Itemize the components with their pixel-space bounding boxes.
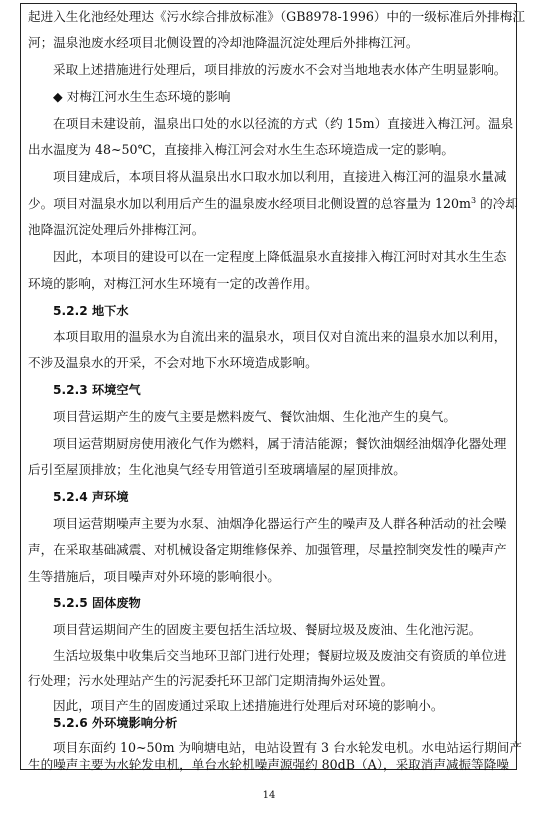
section-heading: 5.2.4 声环境 — [53, 490, 129, 504]
text-line: 不涉及温泉水的开采，不会对地下水环境造成影响。 — [28, 355, 318, 370]
text-line: 采取上述措施进行处理后，项目排放的污废水不会对当地地表水体产生明显影响。 — [53, 62, 507, 77]
text-line: 行处理；污水处理站产生的污泥委托环卫部门定期清掏外运处置。 — [28, 672, 394, 688]
text-line: 项目运营期噪声主要为水泵、油烟净化器运行产生的噪声及人群各种活动的社会噪 — [53, 516, 507, 531]
section-heading: 5.2.2 地下水 — [53, 304, 129, 318]
text-line: 后引至屋顶排放；生化池臭气经专用管道引至玻璃墙屋的屋顶排放。 — [28, 462, 406, 477]
text-line: 生活垃圾集中收集后交当地环卫部门进行处理；餐厨垃圾及废油交有资质的单位进 — [53, 647, 507, 663]
text-line: 声，在采取基础减震、对机械设备定期维修保养、加强管理，尽量控制突发性的噪声产 — [28, 542, 507, 557]
text-line: 因此，本项目的建设可以在一定程度上降低温泉水直接排入梅江河时对其水生生态 — [53, 249, 507, 264]
text-line: 项目营运期产生的废气主要是燃料废气、餐饮油烟、生化池产生的臭气。 — [53, 409, 456, 424]
section-heading: 5.2.3 环境空气 — [53, 383, 141, 397]
text-line: 项目建成后，本项目将从温泉出水口取水加以利用，直接进入梅江河的温泉水量减 — [53, 169, 507, 184]
section-heading: 5.2.6 外环境影响分析 — [53, 716, 178, 730]
text-line: 生等措施后，项目噪声对外环境的影响很小。 — [28, 569, 280, 584]
text-line: 出水温度为 48~50℃，直接排入梅江河会对水生生态环境造成一定的影响。 — [28, 142, 454, 157]
text-line: 生的噪声主要为水轮发电机，单台水轮机噪声源强约 80dB（A），采取消声减振等降噪 — [28, 757, 509, 772]
text-line: 池降温沉淀处理后外排梅江河。 — [28, 222, 205, 237]
text-line: 河；温泉池废水经项目北侧设置的冷却池降温沉淀处理后外排梅江河。 — [28, 35, 419, 50]
text-line: 因此，项目产生的固废通过采取上述措施进行处理后对环境的影响小。 — [53, 698, 444, 714]
section-heading: 5.2.5 固体废物 — [53, 596, 141, 610]
text-line: 少。项目对温泉水加以利用后产生的温泉废水经项目北侧设置的总容量为 $120m^3$ 的冷却 — [28, 196, 518, 211]
text-line: 起进入生化池经处理达《污水综合排放标准》（GB8978-1996）中的一级标准后外排梅江 — [28, 9, 525, 24]
bullet-heading: ◆ 对梅江河水生生态环境的影响 — [53, 89, 231, 104]
text-line: 在项目未建设前，温泉出口处的水以径流的方式（约 15m）直接进入梅江河。温泉 — [53, 116, 514, 131]
page-number: 14 — [262, 790, 276, 801]
text-line: 本项目取用的温泉水为自流出来的温泉水，项目仅对自流出来的温泉水加以利用， — [53, 329, 507, 344]
text-line: 项目营运期间产生的固废主要包括生活垃圾、餐厨垃圾及废油、生化池污泥。 — [53, 622, 482, 637]
text-line: 环境的影响，对梅江河水生环境有一定的改善作用。 — [28, 276, 318, 291]
text-line: 项目运营期厨房使用液化气作为燃料，属于清洁能源；餐饮油烟经油烟净化器处理 — [53, 436, 507, 451]
text-line: 项目东面约 10~50m 为响塘电站，电站设置有 3 台水轮发电机。水电站运行期间产 — [53, 740, 522, 755]
